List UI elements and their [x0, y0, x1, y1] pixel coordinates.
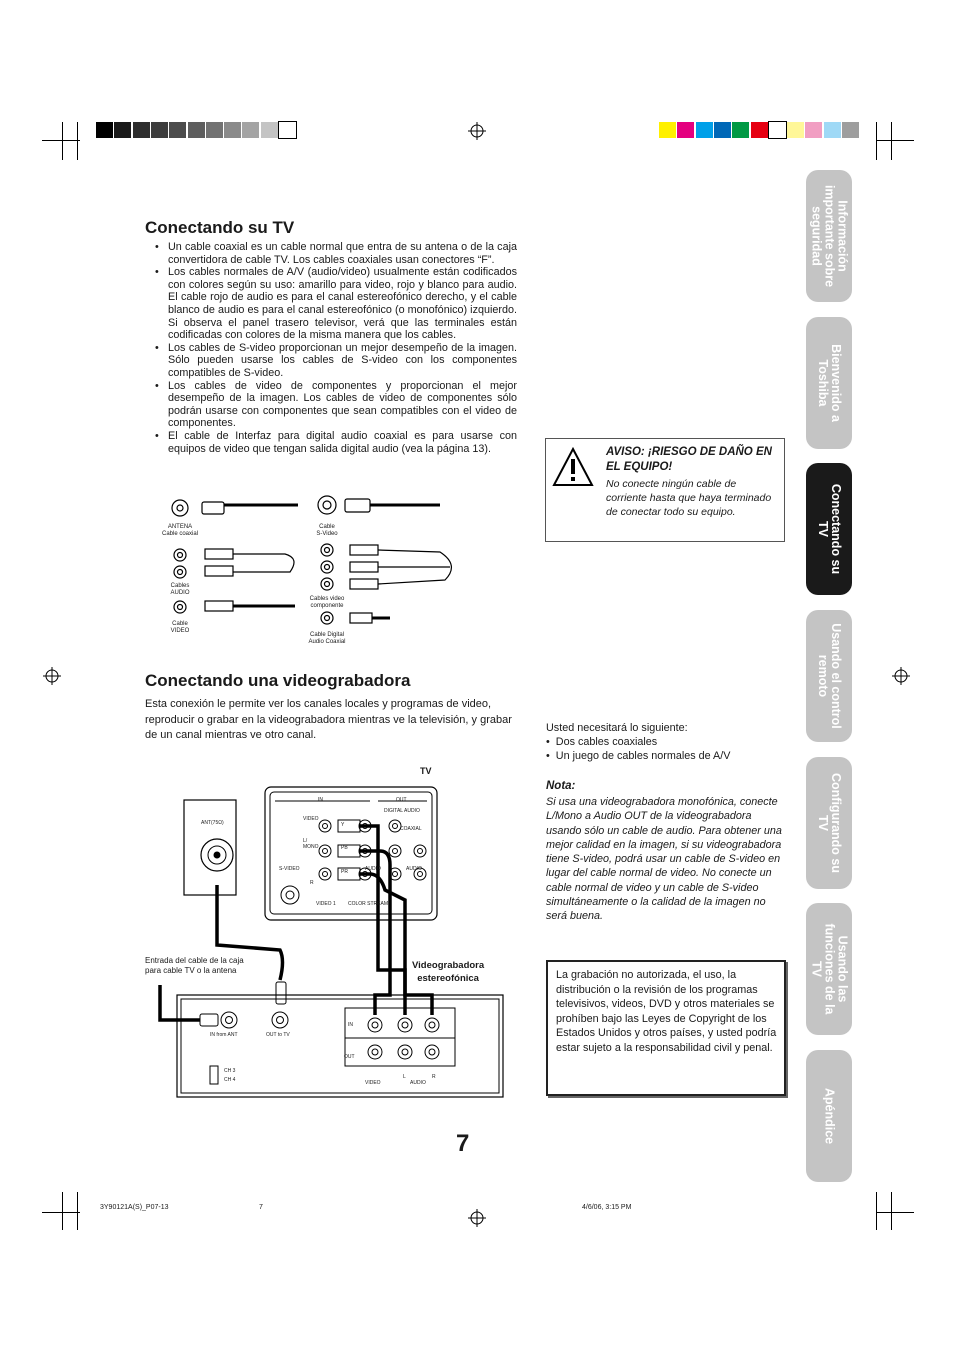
color-swatch: [133, 122, 150, 138]
section-title-videograbadora: Conectando una videograbadora: [145, 671, 411, 690]
diagram-tv-pr: PR: [341, 869, 348, 875]
tab-control-remoto[interactable]: Usando el control remoto: [806, 610, 852, 742]
cable-bullet-list: [155, 241, 517, 455]
diagram-tv-audio-out: AUDIO: [406, 866, 422, 872]
tab-funciones[interactable]: Usando las funciones de la TV: [806, 903, 852, 1035]
list-item: • Un cable coaxial es un cable normal que entra de su antena o de la caja convertidora de cable TV. Los cables coaxiales usan conectores “F”.: [155, 241, 517, 266]
diagram-tv-audio-in: AUDIO: [365, 866, 381, 872]
list-item: • Los cables de video de componentes y proporcionan el mejor desempeño de la imagen. Los cables de video de componentes sólo podrán usarse con componentes que sean compatibles con el video de componentes.: [155, 380, 517, 430]
color-swatch: [261, 122, 278, 138]
color-swatch: [787, 122, 804, 138]
diagram-tv-colorstream: COLOR STREAM: [348, 901, 389, 907]
diagram-vcr-r: R: [432, 1074, 436, 1080]
diagram-tv-lmono: L/ MONO: [303, 838, 319, 850]
diagram-tv-pb: PB: [341, 845, 348, 851]
vcr-intro: Esta conexión le permite ver los canales locales y programas de video, reproducir o grabar en la videograbadora mientras ve la televisión, y grabar de un canal mientras ve otro canal.: [145, 698, 512, 741]
color-swatch: [279, 122, 296, 138]
page-number: 7: [456, 1130, 470, 1157]
diagram-wall-jack: ANT(75Ω): [201, 820, 224, 826]
needs-text: Dos cables coaxiales: [555, 736, 658, 748]
footer-file: 3Y90121A(S)_P07-13: [100, 1204, 169, 1211]
diagram-tv-out: OUT: [396, 797, 407, 803]
color-swatch: [805, 122, 822, 138]
diagram-source-label: Entrada del cable de la caja para cable TV o la antena: [145, 956, 244, 975]
label-video: Cable VIDEO: [170, 621, 190, 634]
color-swatch: [242, 122, 259, 138]
color-swatch: [96, 122, 113, 138]
color-swatch: [659, 122, 676, 138]
footer-page: 7: [259, 1204, 263, 1211]
warning-body: No conecte ningún cable de corriente hasta que haya terminado de conectar todo su equipo.: [606, 478, 772, 518]
label-audio: Cables AUDIO: [170, 583, 190, 596]
list-item: • Los cables normales de A/V (audio/video) usualmente están codificados con colores según su uso: amarillo para video, rojo y blanco para audio. El cable rojo de audio es para el canal estereofónico derecho, y el cable blanco de audio es para el canal estereofónico (o monofónico) izquierdo. Si observa el panel trasero televisor, verá que las terminales están codificadas con colores de la misma manera que los cables.: [155, 266, 517, 342]
needs-text: Un juego de cables normales de A/V: [555, 750, 731, 762]
tab-seguridad[interactable]: Información importante sobre seguridad: [806, 170, 852, 302]
label-antena: ANTENA Cable coaxial: [161, 524, 199, 537]
note-title: Nota:: [546, 780, 576, 792]
color-swatch: [769, 122, 786, 138]
color-swatch: [824, 122, 841, 138]
needs-item-2: • Un juego de cables normales de A/V: [546, 750, 731, 762]
color-swatch: [677, 122, 694, 138]
diagram-vcr-ch4: CH 4: [224, 1077, 236, 1083]
copyright-text: La grabación no autorizada, el uso, la distribución o la revisión de los programas televisivos, videos, DVD y otros materiales se prohíben bajo las Leyes de Copyright de los Estados Unidos y otros países, y usted podría estar sujeto a la responsabilidad civil y penal.: [556, 969, 777, 1054]
color-swatch: [114, 122, 131, 138]
diagram-tv-in: IN: [318, 797, 323, 803]
diagram-vcr-video: VIDEO: [365, 1080, 381, 1086]
color-swatch: [224, 122, 241, 138]
diagram-vcr-in-ant: IN from ANT: [210, 1032, 238, 1038]
diagram-tv-y: Y: [341, 822, 345, 828]
color-swatch: [732, 122, 749, 138]
footer-date: 4/6/06, 3:15 PM: [582, 1204, 632, 1211]
needs-item-1: • Dos cables coaxiales: [546, 736, 658, 748]
color-swatch: [751, 122, 768, 138]
diagram-vcr-ch3: CH 3: [224, 1068, 236, 1074]
vcr-connection-diagram: [140, 770, 520, 1110]
tab-bienvenido[interactable]: Bienvenido a Toshiba: [806, 317, 852, 449]
label-componente: Cables video componente: [309, 596, 345, 609]
needs-intro: Usted necesitará lo siguiente:: [546, 722, 688, 734]
warning-box: [545, 438, 785, 542]
color-swatch: [842, 122, 859, 138]
warning-title: AVISO: ¡RIESGO DE DAÑO EN EL EQUIPO!: [606, 446, 772, 473]
diagram-tv-r: R: [310, 880, 314, 886]
diagram-vcr-in: IN: [348, 1022, 353, 1028]
diagram-tv-video1: VIDEO 1: [316, 901, 336, 907]
color-swatch: [696, 122, 713, 138]
list-item: • El cable de Interfaz para digital audio coaxial es para usarse con equipos de video que tengan salida digital audio (vea la página 13).: [155, 430, 517, 455]
diagram-vcr-l: L: [403, 1074, 406, 1080]
label-svideo: Cable S-Video: [316, 524, 338, 537]
tab-conectando[interactable]: Conectando su TV: [806, 463, 852, 595]
diagram-vcr-label: Videograbadora estereofónica: [412, 960, 485, 984]
color-swatch: [151, 122, 168, 138]
tab-configurando[interactable]: Configurando su TV: [806, 757, 852, 889]
diagram-tv-digital: DIGITAL AUDIO: [384, 808, 420, 814]
section-title-conectando: Conectando su TV: [145, 218, 295, 237]
diagram-tv-svideo: S-VIDEO: [279, 866, 300, 872]
diagram-vcr-out: OUT: [344, 1054, 355, 1060]
diagram-tv-coaxial: COAXIAL: [400, 826, 422, 832]
color-swatch: [206, 122, 223, 138]
note-body: Si usa una videograbadora monofónica, conecte L/Mono a Audio OUT de la videograbadora usando sólo un cable de audio. Para obtener una mejor calidad en la imagen, si su videograbadora tiene S-video, podrá usar un cable de S-video en lugar del cable normal de video. No conecte un cable normal de video y un cable de S-video simultáneamente o la calidad de la imagen no será buena.: [546, 796, 782, 923]
diagram-tv-video: VIDEO: [303, 816, 319, 822]
copyright-box: [546, 960, 786, 1096]
color-swatch: [169, 122, 186, 138]
diagram-vcr-audio: AUDIO: [410, 1080, 426, 1086]
color-swatch: [188, 122, 205, 138]
diagram-vcr-out-tv: OUT to TV: [266, 1032, 290, 1038]
warning-triangle-icon: [552, 447, 594, 487]
label-digital: Cable Digital Audio Coaxial: [308, 632, 346, 645]
tab-apendice[interactable]: Apéndice: [806, 1050, 852, 1182]
diagram-tv-label: TV: [420, 766, 432, 776]
color-swatch: [714, 122, 731, 138]
list-item: • Los cables de S-video proporcionan un mejor desempeño de la imagen. Sólo pueden usarse los cables de S-video con los componentes compatibles de S-video.: [155, 342, 517, 380]
